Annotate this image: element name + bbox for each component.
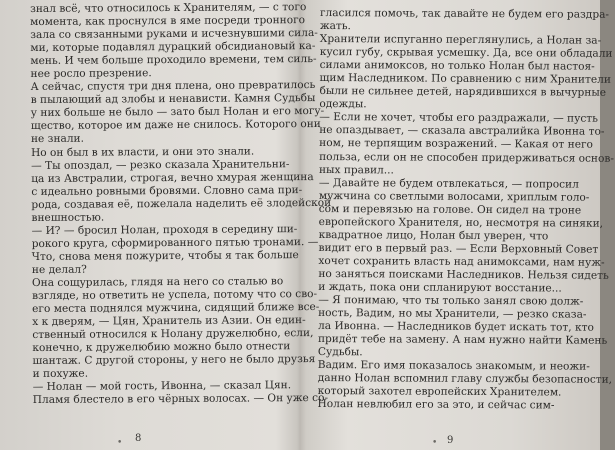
text-line: не делал? xyxy=(31,263,87,276)
text-line: ность, Вадим, но мы Хранители, — резко сказа- xyxy=(318,307,587,321)
text-line: не знали. xyxy=(30,133,85,146)
text-line: силами анимоксов, но только Нолан был настоя- xyxy=(319,59,595,73)
text-line: ном, не терпящим возражений. — Какая от него xyxy=(319,137,593,152)
text-line: хочет сохранить власть над анимоксами, нам нуж- xyxy=(318,254,605,269)
text-line: с идеально ровными бровями. Словно сама при- xyxy=(31,183,303,198)
text-line: — Я понимаю, что ты только занял свою долж- xyxy=(318,294,584,308)
text-line: Что, снова меня пожурите, чтобы я так больше xyxy=(31,249,299,263)
text-line: рода, создавая её, пожелала наделить её злодейской xyxy=(31,196,332,211)
text-line: рокого круга, сформированного пятью тронами. — xyxy=(31,235,319,250)
text-line: мужчина со светлыми волосами, хриплым голо- xyxy=(318,189,590,204)
right-page-number: 9 xyxy=(447,435,454,446)
text-line: Нолан невлюбил его за это, и сейчас сим- xyxy=(317,398,555,412)
text-line: ственный относился к Нолану дружелюбно, если, xyxy=(32,327,314,342)
text-line: зала со связанными руками и исчезнувшими сила- xyxy=(30,27,318,42)
text-line: Вадим. Его имя показалось знакомым, и неожи- xyxy=(317,359,590,373)
text-line: — Нолан — мой гость, Ивонна, — сказал Цян. xyxy=(32,379,292,394)
text-line: данно Нолан вспомнил главу службы безопасности, xyxy=(317,372,613,387)
right-page xyxy=(302,0,614,450)
text-line: польза, если он не способен придерживаться основ- xyxy=(319,150,614,165)
text-line: европейского Хранителя, но, несмотря на синяки, xyxy=(318,215,604,230)
left-page-number: 8 xyxy=(135,433,142,444)
text-line: в пылающий ад злобы и ненависти. Камня Судьбы xyxy=(30,92,316,107)
text-line: шантаж. С другой стороны, у него не было друзья xyxy=(32,353,316,368)
text-line: ца из Австралии, строгая, вечно хмурая женщина xyxy=(31,170,314,185)
text-line: были не сильнее детей, нарядившихся в вычурные xyxy=(319,85,607,100)
text-line: Хранители испуганно переглянулись, а Нолан за- xyxy=(319,33,602,47)
text-line: и похуже. xyxy=(32,367,89,381)
text-line: Она сощурилась, глядя на него со сталью во xyxy=(31,275,284,289)
text-line: ных правил... xyxy=(318,163,394,177)
text-line: квадратное лицо, Нолан был уверен, что xyxy=(318,228,549,243)
text-line: Но он был в их власти, и они это знали. xyxy=(31,144,255,159)
text-line: видит его в первый раз. — Если Верховный Совет xyxy=(318,241,599,256)
text-line: ла Ивонна. — Наследников будет искать тот, кто xyxy=(318,320,594,334)
text-line: знал всё, что относилось к Хранителям, — с того xyxy=(30,1,307,15)
text-line: одежды. xyxy=(319,98,367,111)
text-line: щим Наследником. По сравнению с ним Хранители xyxy=(319,72,611,87)
text-line: мень. И чем больше проходило времени, тем силь- xyxy=(30,53,317,68)
right-page-text xyxy=(317,7,614,413)
text-line: Судьбы. xyxy=(317,346,363,359)
text-line: — Если не хочет, чтобы его раздражали, — пусть xyxy=(319,111,598,126)
text-line: щество, которое им даже не снилось. Которого они xyxy=(30,118,321,133)
text-line: который захотел европейских Хранителем. xyxy=(317,385,562,399)
page-number-mark: • xyxy=(117,438,123,448)
text-line: х к дверям, — Цян, Хранитель из Азии. Он един- xyxy=(32,314,306,329)
text-line: — И? — бросил Нолан, проходя в середину ши- xyxy=(31,222,298,237)
text-line: и ждать, пока они спланируют восстание... xyxy=(318,280,562,295)
text-line: Пламя блестело в его чёрных волосах. — Он уже со- xyxy=(32,392,329,407)
text-line: не опаздывает, — сказала австралийка Ивонна то- xyxy=(319,124,605,139)
text-line: внешностью. xyxy=(31,211,105,224)
text-line: придёт тебе на замену. А нам нужно найти Камень xyxy=(317,333,608,347)
text-line: жать. xyxy=(319,20,351,33)
text-line: — Давайте не будем отвлекаться, — попросил xyxy=(318,176,579,191)
left-page-text xyxy=(30,1,332,407)
text-line: кусил губу, скрывая усмешку. Да, все они обладали xyxy=(319,46,613,60)
text-line: А сейчас, спустя три дня плена, оно превратилось xyxy=(30,79,316,94)
text-line: ми, которые подавлял дурацкий обсидиановый ка- xyxy=(30,40,316,55)
text-line: сом и перевязью на голове. Он сидел на троне xyxy=(318,202,582,217)
page-number-mark: • xyxy=(432,438,438,448)
text-line: гласился помочь, так давайте не будем его раздра- xyxy=(319,7,610,21)
text-line: момента, как проснулся в яме посреди тронного xyxy=(30,14,306,29)
text-line: но заняться поисками Наследников. Нельзя сидеть xyxy=(318,267,609,282)
text-line: у них больше не было — зато был Нолан и его могу- xyxy=(30,105,325,120)
text-line: нее росло презрение. xyxy=(30,67,152,81)
text-line: его места поднялся мужчина, сидящий ближе все- xyxy=(32,301,320,316)
text-line: взгляде, но ответить не успела, потому что со сво- xyxy=(32,288,318,303)
text-line: — Ты опоздал, — резко сказала Хранительни- xyxy=(31,157,290,172)
text-line: конечно, к дружелюбию можно было отнести xyxy=(32,340,291,355)
